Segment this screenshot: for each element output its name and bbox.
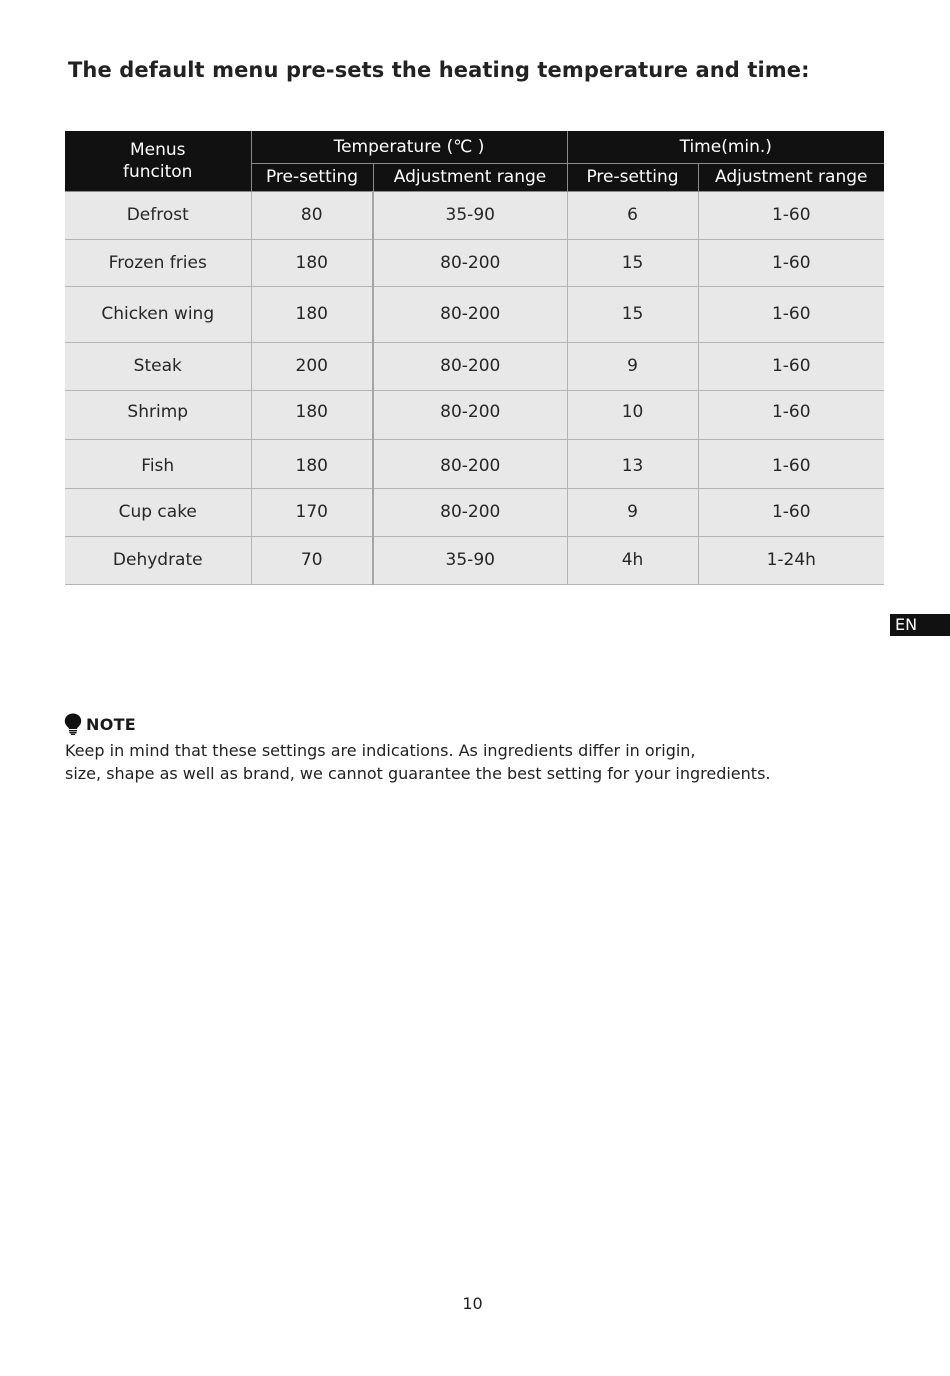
table-header	[65, 131, 884, 191]
cell-time-preset: 10	[567, 390, 698, 439]
cell-temp-range: 80-200	[373, 439, 567, 488]
cell-temp-preset: 200	[251, 342, 373, 390]
cell-time-preset: 4h	[567, 536, 698, 584]
cell-time-range: 1-60	[698, 239, 884, 286]
cell-time-range: 1-60	[698, 286, 884, 342]
header-time-adjustment-range: Adjustment range	[698, 163, 884, 191]
note-heading	[64, 713, 136, 735]
cell-menu: Chicken wing	[65, 286, 251, 342]
table-row	[65, 239, 884, 286]
language-tab: EN	[890, 614, 950, 636]
header-menus-function: Menus funciton	[65, 131, 251, 191]
header-temp-adjustment-range: Adjustment range	[373, 163, 567, 191]
cell-time-range: 1-60	[698, 191, 884, 239]
cell-temp-range: 80-200	[373, 342, 567, 390]
table-row	[65, 342, 884, 390]
cell-time-preset: 15	[567, 239, 698, 286]
cell-temp-range: 35-90	[373, 536, 567, 584]
cell-temp-preset: 170	[251, 488, 373, 536]
cell-time-range: 1-24h	[698, 536, 884, 584]
cell-time-preset: 6	[567, 191, 698, 239]
presets-table	[65, 131, 884, 585]
header-time-presetting: Pre-setting	[567, 163, 698, 191]
cell-time-range: 1-60	[698, 390, 884, 439]
header-time: Time(min.)	[567, 131, 884, 163]
cell-menu: Frozen fries	[65, 239, 251, 286]
cell-temp-preset: 80	[251, 191, 373, 239]
cell-temp-preset: 70	[251, 536, 373, 584]
table-row	[65, 536, 884, 584]
cell-temp-preset: 180	[251, 439, 373, 488]
page-title: The default menu pre-sets the heating temperature and time:	[68, 58, 810, 82]
note-line-2: size, shape as well as brand, we cannot guarantee the best setting for your ingredients.	[65, 764, 771, 783]
cell-temp-range: 80-200	[373, 390, 567, 439]
cell-menu: Fish	[65, 439, 251, 488]
table-row	[65, 286, 884, 342]
cell-time-preset: 15	[567, 286, 698, 342]
cell-time-range: 1-60	[698, 439, 884, 488]
cell-time-range: 1-60	[698, 488, 884, 536]
note-text	[65, 739, 770, 785]
cell-temp-range: 80-200	[373, 286, 567, 342]
cell-time-preset: 13	[567, 439, 698, 488]
table-row	[65, 390, 884, 439]
page-number: 10	[462, 1294, 483, 1313]
cell-menu: Defrost	[65, 191, 251, 239]
cell-temp-preset: 180	[251, 239, 373, 286]
table-body	[65, 191, 884, 584]
cell-time-range: 1-60	[698, 342, 884, 390]
note-label: NOTE	[86, 714, 137, 734]
cell-menu: Steak	[65, 342, 251, 390]
table-row	[65, 439, 884, 488]
table-row	[65, 488, 884, 536]
cell-menu: Dehydrate	[65, 536, 251, 584]
table-row	[65, 191, 884, 239]
cell-time-preset: 9	[567, 488, 698, 536]
cell-menu: Cup cake	[65, 488, 251, 536]
cell-temp-range: 80-200	[373, 488, 567, 536]
cell-time-preset: 9	[567, 342, 698, 390]
header-temperature: Temperature (℃ )	[251, 131, 567, 163]
cell-temp-range: 35-90	[373, 191, 567, 239]
header-temp-presetting: Pre-setting	[251, 163, 373, 191]
cell-temp-preset: 180	[251, 390, 373, 439]
cell-menu: Shrimp	[65, 390, 251, 439]
note-line-1: Keep in mind that these settings are indications. As ingredients differ in origin,	[65, 741, 696, 760]
cell-temp-preset: 180	[251, 286, 373, 342]
cell-temp-range: 80-200	[373, 239, 567, 286]
lightbulb-icon	[64, 713, 82, 735]
